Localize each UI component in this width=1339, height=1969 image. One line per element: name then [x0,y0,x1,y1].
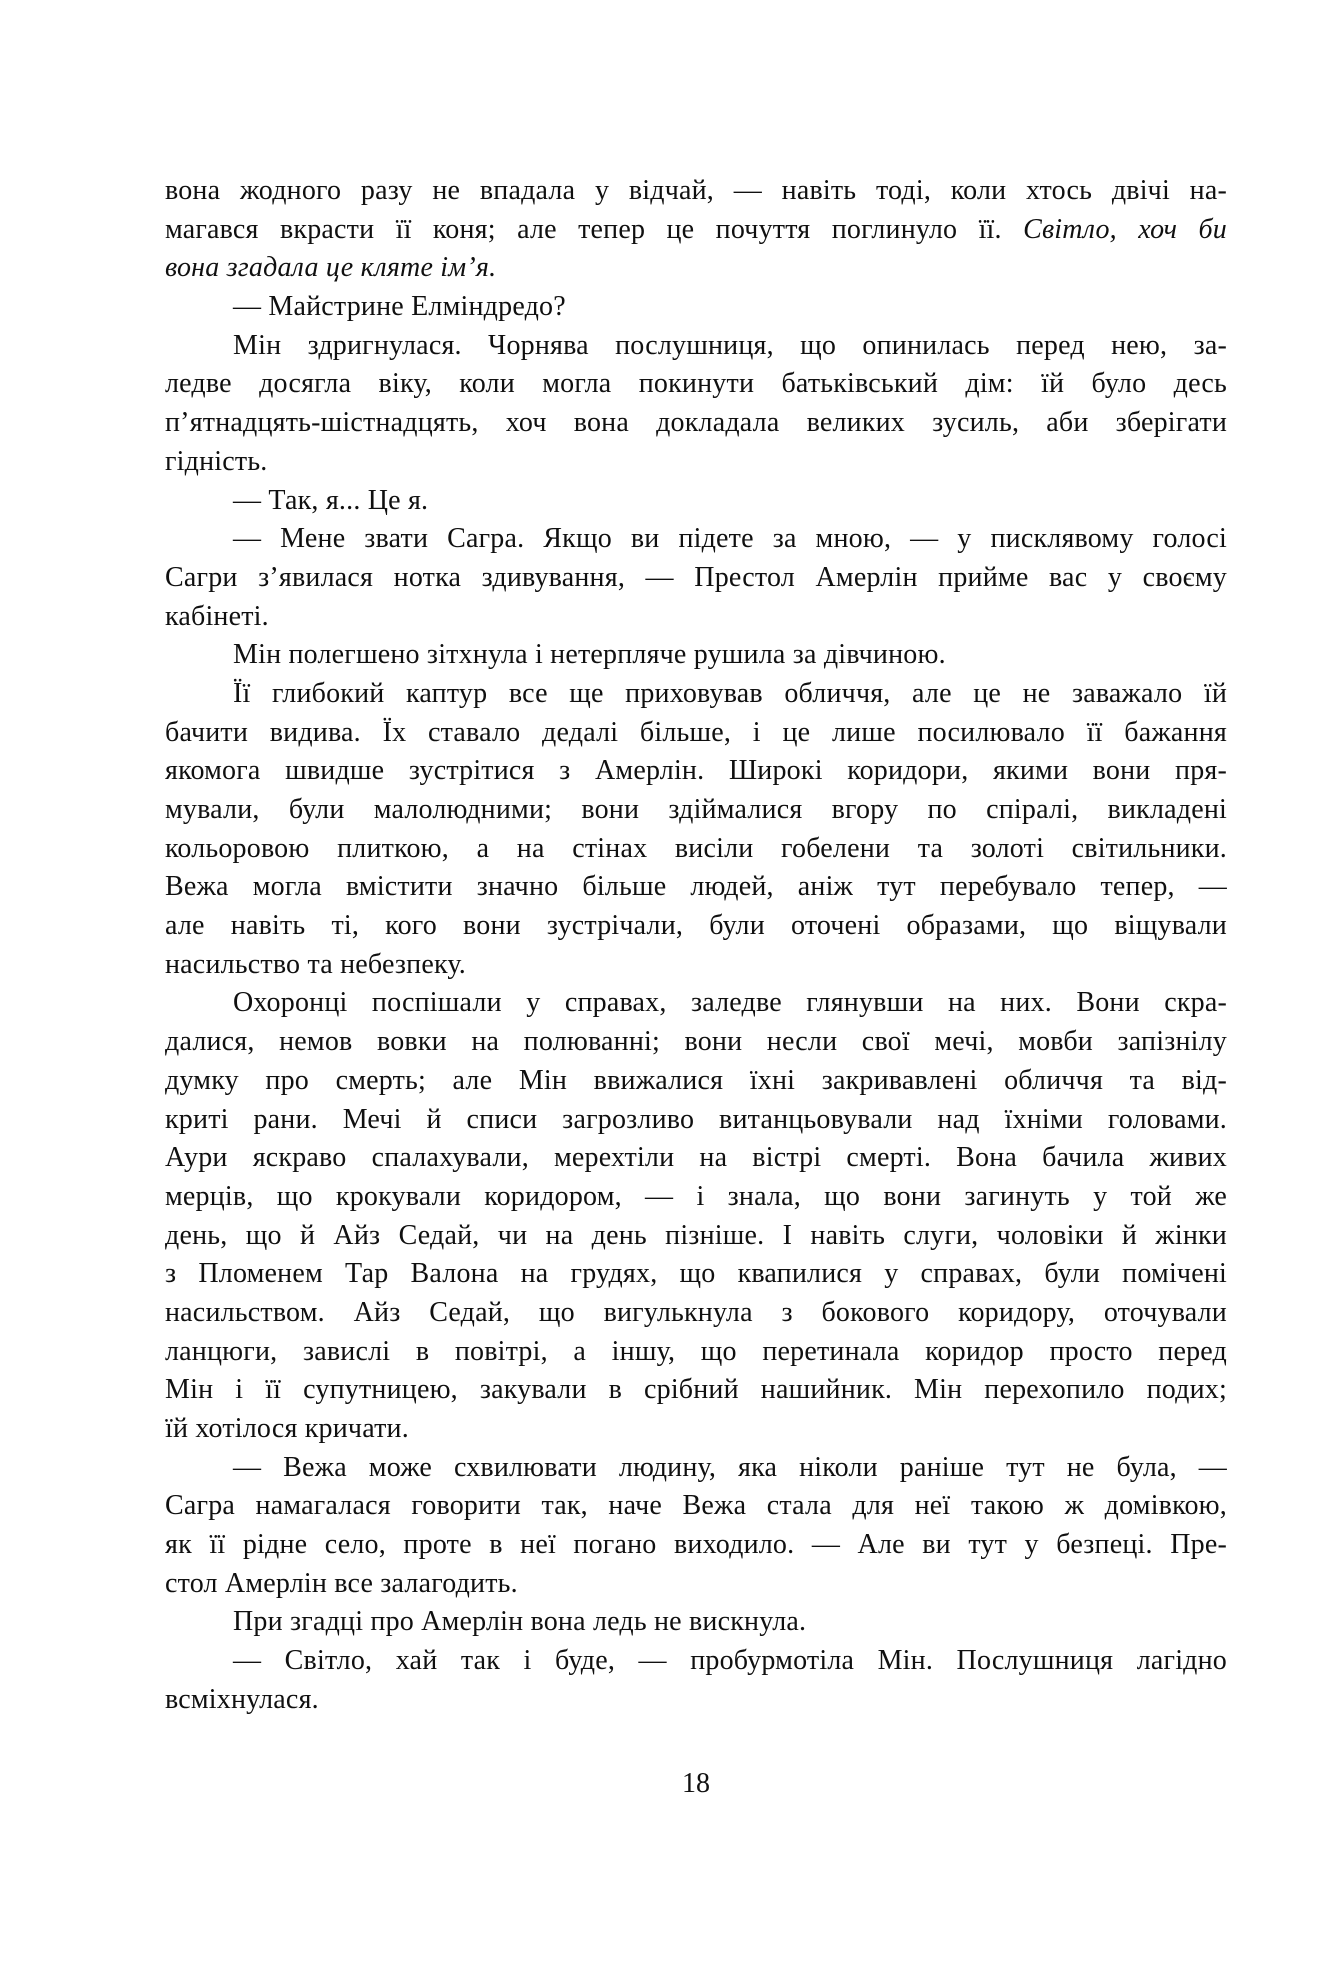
text-segment: кабінеті. [165,600,269,632]
text-segment: магався вкрасти її коня; але тепер це почуття поглинуло її. [165,213,1024,245]
text-line [165,327,1227,366]
text-segment: кольоровою плиткою, а на стінах висіли гобелени та золоті світильники. [165,832,1227,864]
text-segment: п’ятнадцять-шістнадцять, хоч вона докладала великих зусиль, аби зберігати [165,407,1227,439]
text-line [165,404,1227,443]
text-segment: — Так, я... Це я. [233,484,429,516]
text-line [165,365,1227,404]
text-line [165,1062,1227,1101]
text-segment: насильство та небезпеку. [165,948,467,980]
text-line [165,868,1227,907]
text-line [165,1217,1227,1256]
text-line [165,1487,1227,1526]
text-line [165,1642,1227,1681]
page-text-block [165,172,1227,1720]
text-segment: ланцюги, завислі в повітрі, а іншу, що перетинала коридор просто перед [165,1335,1227,1367]
text-segment: ледве досягла віку, коли могла покинути батьківський дім: їй було десь [165,368,1227,400]
text-line [165,211,1227,250]
text-segment: мерців, що крокували коридором, — і знала, що вони загинуть у той же [165,1180,1227,1212]
text-line [165,1023,1227,1062]
text-line [165,1681,1227,1720]
text-segment: Мін здригнулася. Чорнява послушниця, що опинилась перед нею, за- [233,329,1227,361]
text-line [165,1139,1227,1178]
text-line [165,559,1227,598]
text-segment: Сагра намагалася говорити так, наче Вежа стала для неї такою ж домівкою, [165,1490,1227,1522]
text-line [165,172,1227,211]
text-segment: але навіть ті, кого вони зустрічали, були оточені образами, що віщували [165,910,1227,942]
text-segment: вона жодного разу не впадала у відчай, — навіть тоді, коли хтось двічі на- [165,175,1227,206]
text-line [165,752,1227,791]
text-segment: — Майстрине Елміндредо? [233,291,566,323]
text-segment: як її рідне село, проте в неї погано виходило. — Але ви тут у безпеці. Пре- [165,1529,1227,1561]
text-line [165,791,1227,830]
text-segment: — Вежа може схвилювати людину, яка ніколи раніше тут не була, — [233,1451,1227,1483]
text-line [165,1333,1227,1372]
text-segment: Мін і її супутницею, закували в срібний нашийник. Мін перехопило подих; [165,1374,1227,1406]
text-segment: з Пломенем Тар Валона на грудях, що квапилися у справах, були помічені [165,1258,1227,1290]
text-line [165,482,1227,521]
text-segment: день, що й Айз Седай, чи на день пізніше. І навіть слуги, чоловіки й жінки [165,1219,1227,1251]
page-number: 18 [682,1768,710,1799]
text-line [165,636,1227,675]
text-line [165,1526,1227,1565]
text-segment: криті рани. Мечі й списи загрозливо витанцьовували над їхніми головами. [165,1103,1227,1135]
text-segment: — Мене звати Сагра. Якщо ви підете за мною, — у писклявому голосі [233,523,1227,555]
text-line [165,1255,1227,1294]
text-line [165,830,1227,869]
text-segment: якомога швидше зустрітися з Амерлін. Широкі коридори, якими вони пря- [165,755,1227,787]
text-segment: мували, були малолюдними; вони здіймалися вгору по спіралі, викладені [165,794,1227,825]
text-line [165,443,1227,482]
text-segment: гідність. [165,445,268,477]
text-segment: Охоронці поспішали у справах, заледве глянувши на них. Вони скра- [233,987,1227,1019]
text-segment: Мін полегшено зітхнула і нетерпляче рушила за дівчиною. [233,639,946,671]
text-segment: бачити видива. Їх ставало дедалі більше, і це лише посилювало її бажання [165,716,1227,748]
text-segment: — Світло, хай так і буде, — пробурмотіла Мін. Послушниця лагідно [233,1645,1227,1677]
text-segment: стол Амерлін все залагодить. [165,1567,518,1599]
text-line [165,1294,1227,1333]
italic-text-segment: Світло, хоч би [1023,213,1227,245]
text-line [165,598,1227,637]
text-segment: Аури яскраво спалахували, мерехтіли на вістрі смерті. Вона бачила живих [165,1142,1227,1174]
text-segment: їй хотілося кричати. [165,1413,409,1444]
text-line [165,907,1227,946]
text-segment: При згадці про Амерлін вона ледь не вискнула. [233,1606,807,1638]
text-line [165,984,1227,1023]
text-line [165,1449,1227,1488]
text-line [165,675,1227,714]
text-segment: думку про смерть; але Мін ввижалися їхні закривавлені обличчя та від- [165,1064,1227,1096]
text-line [165,520,1227,559]
text-line [165,288,1227,327]
text-line [165,1603,1227,1642]
text-line [165,1101,1227,1140]
text-line [165,249,1227,288]
text-segment: Вежа могла вмістити значно більше людей, аніж тут перебувало тепер, — [165,871,1227,903]
text-segment: Її глибокий каптур все ще приховував обличчя, але це не заважало їй [233,677,1227,709]
italic-text-segment: вона згадала це кляте ім’я. [165,252,497,284]
text-line [165,1371,1227,1410]
text-segment: насильством. Айз Седай, що вигулькнула з бокового коридору, оточували [165,1296,1227,1328]
text-line [165,1410,1227,1449]
text-segment: всміхнулася. [165,1683,319,1715]
text-line [165,1178,1227,1217]
text-segment: Сагри з’явилася нотка здивування, — Престол Амерлін прийме вас у своєму [165,561,1227,593]
text-line [165,714,1227,753]
text-segment: далися, немов вовки на полюванні; вони несли свої мечі, мовби запізнілу [165,1026,1227,1058]
text-line [165,1565,1227,1604]
text-line [165,946,1227,985]
